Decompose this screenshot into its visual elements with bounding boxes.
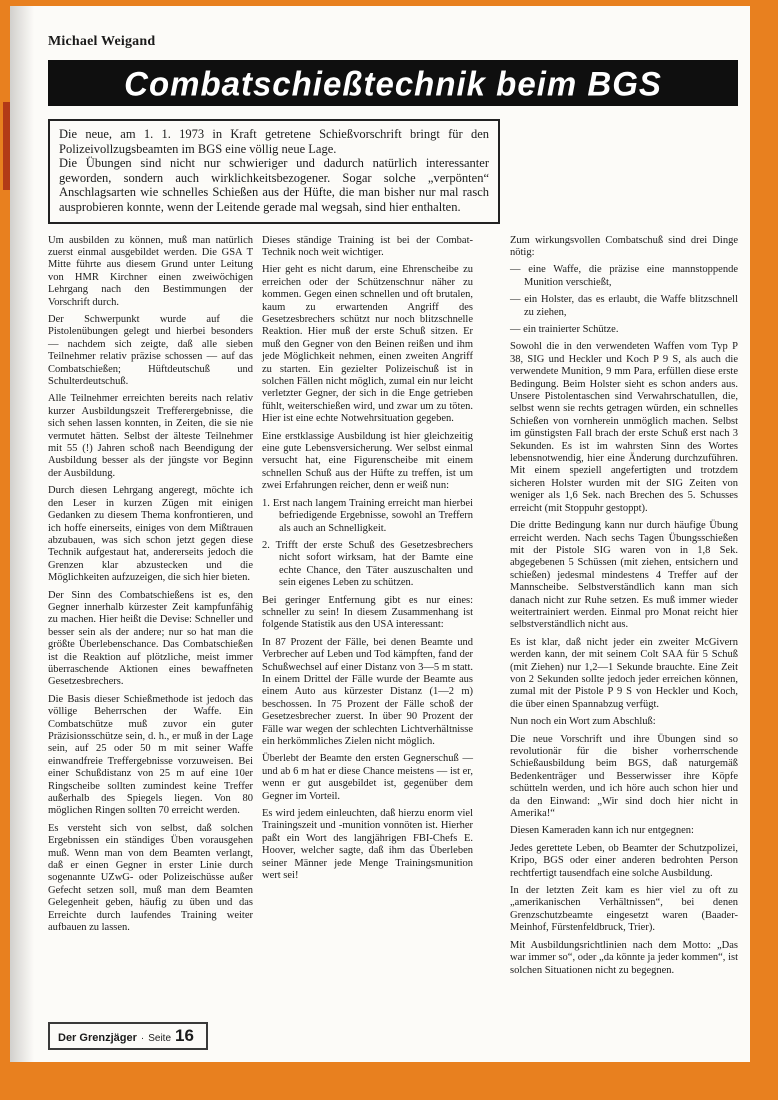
- paragraph: Dieses ständige Training ist bei der Combat-Technik noch weit wichtiger.: [262, 234, 473, 258]
- paragraph: Sowohl die in den verwendeten Waffen vom Typ P 38, SIG und Heckler und Koch P 9 S, als auch die verwendete Munition, 9 mm Para, erfüllen diese erste Bedingung. Beim Holster sieht es schon anders aus. Unsere Pistolentaschen sind Verwahrschatullen, die, selbst wenn sie rechts getragen würden, ein schnelles Schießen von vornherein unmöglich machen. Selbst im günstigsten Fall brach der erste Schuß erst nach 3 Sekunden. Es ist im wahrsten Sinn des Wortes lebensnotwendig, hier eine Änderung durchzuführen. Mit einem speziell angefertigten und trotzdem sicheren Holster wurden mit der SIG Zeiten von weniger als 1,6 Sek. nach Brechen des 5. Schusses erreicht (mit Stoppuhr gestoppt).: [510, 341, 738, 514]
- magazine-name: Der Grenzjäger: [58, 1032, 137, 1044]
- dash-item: — eine Waffe, die präzise eine mannstoppende Munition verschießt,: [510, 264, 738, 288]
- paragraph: Die Basis dieser Schießmethode ist jedoch das völlige Beherrschen der Waffe. Ein Combatschütze muß zuvor ein guter Präzisionsschütze sein, d. h., er muß in der Lage sein, auf 25 oder 50 m mit seiner Waffe einwandfreie Treffergebnisse vorzuweisen. Bei einer Schußdistanz von 25 m auf eine 10er Ringscheibe sollten zumindest keine Treffer außerhalb des Spiegels liegen. Von 80 möglichen Ringen sollten 70 erreicht werden.: [48, 693, 253, 817]
- page-number: 16: [175, 1026, 194, 1045]
- article-title: Combatschießtechnik beim BGS: [124, 63, 662, 103]
- paragraph: Es versteht sich von selbst, daß solchen Ergebnissen ein ständiges Üben vorausgehen muß. Wenn man von dem Beamten verlangt, daß er einen Gegner in erster Linie durch sogenannte UZwG- oder Polizeischüsse außer Gefecht setzen soll, muß man dem Beamten Gelegenheit geben, häufig zu üben und das Erreichte durch laufendes Training weiter aufbauen zu lassen.: [48, 822, 253, 934]
- footer-box: [48, 1022, 208, 1050]
- paragraph: Überlebt der Beamte den ersten Gegnerschuß — und ab 6 m hat er diese Chance meistens — ist er, wenn er gut ausgebildet ist, gegenüber dem Gegner im Vorteil.: [262, 753, 473, 802]
- author-byline: Michael Weigand: [48, 34, 156, 49]
- item-number: 2.: [262, 539, 270, 551]
- paragraph: Nun noch ein Wort zum Abschluß:: [510, 716, 656, 728]
- paragraph: Zum wirkungsvollen Combatschuß sind drei Dinge nötig:: [510, 234, 738, 258]
- paragraph: Die neue Vorschrift und ihre Übungen sind so revolutionär für die bisher vorherrschende Schießausbildung beim BGS, daß naturgemäß Bedenkenträger und Besserwisser ihre Köpfe schütteln werden, und ich höre auch schon hier und da den Einwand: „Wir sind doch hier nicht in Amerika!“: [510, 733, 738, 820]
- paragraph: Es wird jedem einleuchten, daß hierzu enorm viel Trainingszeit und -munition vonnöten ist. Hierher paßt ein Wort des langjährigen FBI-Chefs E. Hoover, welcher sagte, daß ihm das Überleben seiner Männer jede Menge Trainingsmunition wert sei!: [262, 808, 473, 882]
- paragraph: Bei geringer Entfernung gibt es nur eines: schneller zu sein! In diesem Zusammenhang ist folgende Statistik aus den USA interessant:: [262, 594, 473, 631]
- paragraph: Der Schwerpunkt wurde auf die Pistolenübungen gelegt und hierbei besonders — nachdem sich zeigte, daß alle sieben Teilnehmer relativ präzise schossen — auf das Combatschießen; Hüftdeutschuß und Schulterdeutschuß.: [48, 314, 253, 388]
- paragraph: Mit Ausbildungsrichtlinien nach dem Motto: „Das war immer so“, oder „da könnte ja jeder kommen“, ist solchen Situationen nicht zu begegnen.: [510, 939, 738, 976]
- numbered-item: 2. Trifft der erste Schuß des Gesetzesbrechers nicht sofort wirksam, hat der Bamte eine echte Chance, den Täter auszuschalten und sein eigenes Leben zu schützen.: [262, 539, 473, 589]
- paragraph: Alle Teilnehmer erreichten bereits nach relativ kurzer Ausbildungszeit Trefferergebnisse, die sich sehen lassen konnten, in Zeiten, die sie nie vermutet hätten. Selbst der älteste Teilnehmer mit 55 (!) Jahren schoß nach Beendigung der Ausbildung besser als der jüngste vor Beginn der Ausbildung.: [48, 393, 253, 479]
- paragraph: Eine erstklassige Ausbildung ist hier gleichzeitig eine gute Lebensversicherung. Wer selbst einmal versucht hat, eine Figurenscheibe mit einem schnellen Schuß aus der Hüfte zu treffen, ist um zwei Erfahrungen reicher, denn er weiß nun:: [262, 430, 473, 492]
- paragraph: In 87 Prozent der Fälle, bei denen Beamte und Verbrecher auf Leben und Tod kämpften, fand der Schußwechsel auf einer Distanz von 3—5 m statt. In einem Drittel der Fälle wurde der Beamte aus einem Auto aus kürzester Distanz (1—2 m) beschossen. In 75 Prozent der Fälle schoß der Gesetzesbrecher zuerst. In über 90 Prozent der Fälle war wegen der schlechten Lichtverhältnisse ein herkömmliches Zielen nicht möglich.: [262, 636, 473, 747]
- footer-separator: ·: [140, 1033, 145, 1044]
- page: [10, 6, 750, 1062]
- numbered-item: 1. Erst nach langem Training erreicht man hierbei befriedigende Ergebnisse, sowohl an Treffern als auch an Schnelligkeit.: [262, 497, 473, 534]
- intro-paragraph: Die Übungen sind nicht nur schwieriger und dadurch natürlich interessanter geworden, sondern auch wirklichkeitsbezogener. Sogar solche „verpönten“ Anschlagsarten wie schnelles Schießen aus der Hüfte, die man bisher nur mal rasch ausprobieren konnte, wenn der Leitende gerade mal wegsah, sind hier enthalten.: [59, 156, 489, 214]
- paragraph: Hier geht es nicht darum, eine Ehrenscheibe zu erreichen oder der Schützenschnur näher zu kommen. Gegen einen schnellen und oft brutalen, kaum zu erwartenden Angriff des Gesetzesbrechers schützt nur noch blitzschnelle Reaktion. Hier muß der erste Schuß sitzen. Er muß den Gegner von den Beinen reißen und ihm jede Möglichkeit nehmen, einen zweiten Angriff zu starten. Ein gezielter Polizeischuß ist in solchen Fällen nicht möglich, zumal ein nur leicht verletzter Gegner, der sich in die Enge getrieben fühlt, weiterschießen wird, und zwar um zu töten. Hier ist eine echte Notwehrsituation gegeben.: [262, 264, 473, 425]
- paragraph: Diesen Kameraden kann ich nur entgegnen:: [510, 825, 694, 837]
- footer-seite-label: Seite: [148, 1033, 172, 1044]
- paragraph: Durch diesen Lehrgang angeregt, möchte ich den Leser in kurzen Zügen mit einigen Gedanken zu diesem Thema konfrontieren, und ich hoffe einerseits, einiges von dem Mißtrauen abzubauen, was sich schon jetzt gegen diese Technik aufgestaut hat, andererseits jedoch die Grenzen klar abzustecken und die Möglichkeiten aufzuzeigen, die sich hier bieten.: [48, 485, 253, 584]
- intro-paragraph: Die neue, am 1. 1. 1973 in Kraft getretene Schießvorschrift bringt für den Polizeivollzugsbeamten im BGS eine völlig neue Lage.: [59, 127, 489, 156]
- left-column-group: [48, 235, 500, 940]
- dash-item: — ein Holster, das es erlaubt, die Waffe blitzschnell zu ziehen,: [510, 294, 738, 318]
- paragraph: Der Sinn des Combatschießens ist es, den Gegner innerhalb kürzester Zeit kampfunfähig zu machen. Hier heißt die Devise: Schneller und besser sein als der andere; nur so hat man die größte Überlebenschance. Das Combatschießen ist die Reaktion auf plötzliche, meist immer überraschende Aktionen eines bewaffneten Gesetzesbrechers.: [48, 589, 253, 688]
- title-banner: [48, 60, 738, 106]
- item-number: 1.: [262, 497, 270, 509]
- paragraph: Um ausbilden zu können, muß man natürlich zuerst einmal ausgebildet werden. Die GSA T Mitte führte aus diesem Grund unter Leitung von HMR Kirchner einen zweiwöchigen Lehrgang nach den Bestimmungen der Vorschrift durch.: [48, 234, 253, 308]
- paragraph: Es ist klar, daß nicht jeder ein zweiter McGivern werden kann, der mit seinem Colt SAA für 5 Schuß (mit Ziehen) nur 1,2—1 Sekunde brauchte. Eine Zeit von 2 Sekunden sollte jedoch jeder erreichen können, zumal mit der Pistole P 9 S von Heckler und Koch, die über einen Spannabzug verfügt.: [510, 636, 738, 710]
- dash-item: — ein trainierter Schütze.: [510, 324, 619, 335]
- column-2: [262, 235, 473, 940]
- paragraph: Die dritte Bedingung kann nur durch häufige Übung erreicht werden. Nach sechs Tagen Übungsschießen mit der Pistole SIG waren von in 1,8 Sek. abgegebenen 5 Schüssen (mit ziehen, entsichern und schießen) jedesmal mindestens 4 Treffer auf der Mannscheibe. Selbstverständlich kann man sich danach nicht zur Ruhe setzen. Es muß immer wieder weitertrainiert werden. Einmal pro Monat reicht hier selbstverständlich nicht aus.: [510, 520, 738, 631]
- two-column-row: [48, 235, 500, 940]
- paragraph: Jedes gerettete Leben, ob Beamter der Schutzpolizei, Kripo, BGS oder einer anderen bedrohten Person rechtfertigt tausendfach eine solche Ausbildung.: [510, 842, 738, 879]
- page-content: [48, 34, 738, 982]
- column-3: [510, 235, 738, 982]
- column-1: [48, 235, 253, 940]
- paragraph: In der letzten Zeit kam es hier viel zu oft zu „amerikanischen Verhältnissen“, bei denen Grenzschutzbeamte eingesetzt waren (Baader-Meinhof, Fürstenfeldbruck, Trier).: [510, 885, 738, 934]
- intro-lead-box: [48, 119, 500, 224]
- article-columns: [48, 235, 738, 982]
